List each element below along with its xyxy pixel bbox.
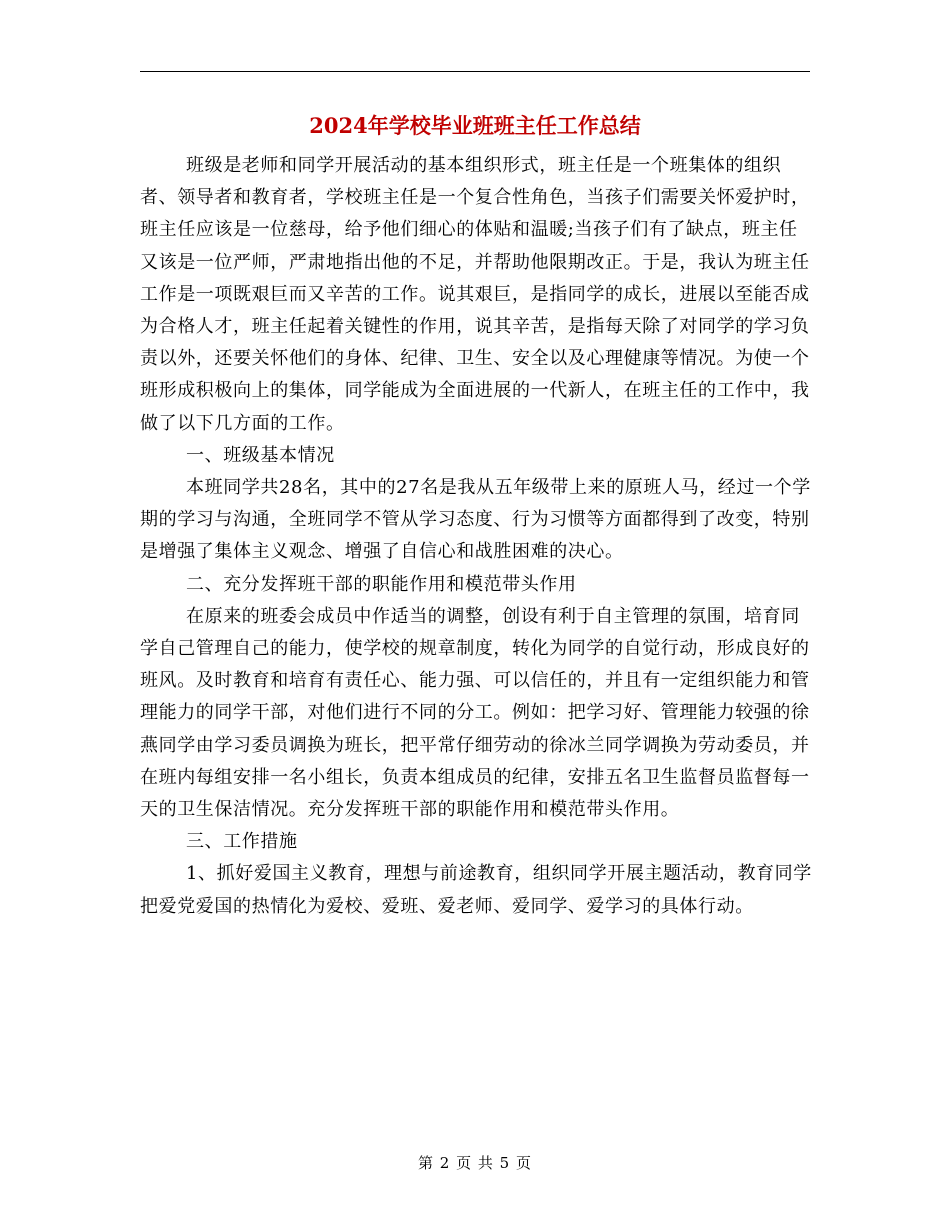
paragraph-measure-1: 1、抓好爱国主义教育，理想与前途教育，组织同学开展主题活动，教育同学把爱党爱国的热情化为爱校、爱班、爱老师、爱同学、爱学习的具体行动。 — [140, 863, 812, 917]
paragraph-class-cadres: 在原来的班委会成员中作适当的调整，创设有利于自主管理的氛围，培育同学自己管理自己的能力，使学校的规章制度，转化为同学的自觉行动，形成良好的班风。及时教育和培育有责任心、能力强、可以信任的，并且有一定组织能力和管理能力的同学干部，对他们进行不同的分工。例如：把学习好、管理能力较强的徐燕同学由学习委员调换为班长，把平常仔细劳动的徐冰兰同学调换为劳动委员，并在班内每组安排一名小组长，负责本组成员的纪律，安排五名卫生监督员监督每一天的卫生保洁情况。充分发挥班干部的职能作用和模范带头作用。 — [140, 605, 810, 821]
header-rule — [140, 71, 810, 72]
document-body — [140, 150, 812, 923]
document-title: 2024年学校毕业班班主任工作总结 — [309, 113, 641, 138]
section-heading-3: 三、工作措施 — [186, 831, 298, 853]
page-footer: 第 2 页 共 5 页 — [418, 1154, 532, 1172]
paragraph-class-info: 本班同学共28名，其中的27名是我从五年级带上来的原班人马，经过一个学期的学习与沟通，全班同学不管从学习态度、行为习惯等方面都得到了改变，特别是增强了集体主义观念、增强了自信心和战胜困难的决心。 — [140, 477, 811, 563]
paragraph-intro: 班级是老师和同学开展活动的基本组织形式，班主任是一个班集体的组织者、领导者和教育者，学校班主任是一个复合性角色，当孩子们需要关怀爱护时，班主任应该是一位慈母，给予他们细心的体贴和温暖;当孩子们有了缺点，班主任又该是一位严师，严肃地指出他的不足，并帮助他限期改正。于是，我认为班主任工作是一项既艰巨而又辛苦的工作。说其艰巨，是指同学的成长，进展以至能否成为合格人才，班主任起着关键性的作用，说其辛苦，是指每天除了对同学的学习负责以外，还要关怀他们的身体、纪律、卫生、安全以及心理健康等情况。为使一个班形成积极向上的集体，同学能成为全面进展的一代新人，在班主任的工作中，我做了以下几方面的工作。 — [140, 155, 810, 434]
section-heading-1: 一、班级基本情况 — [186, 444, 335, 466]
section-heading-2: 二、充分发挥班干部的职能作用和模范带头作用 — [186, 573, 577, 595]
